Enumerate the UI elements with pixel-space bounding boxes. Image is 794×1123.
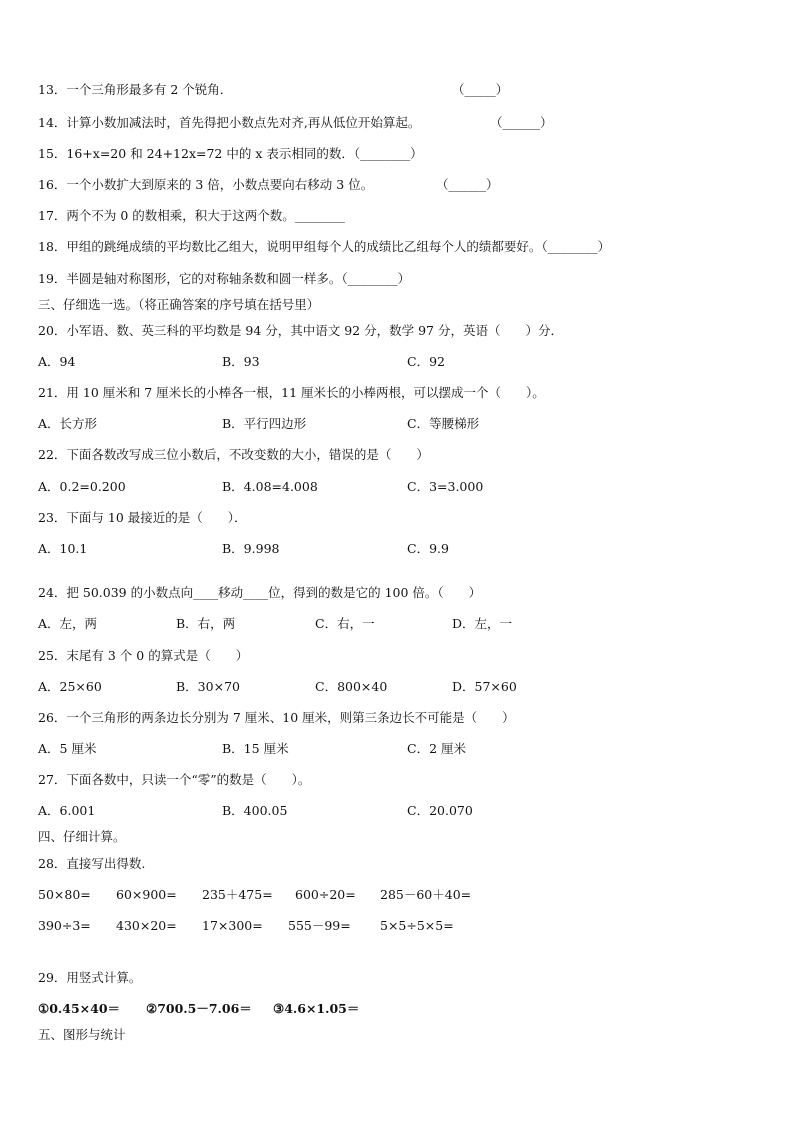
answer-blank-18[interactable]: （________） — [541, 239, 611, 254]
option-20-c[interactable]: C．92 — [407, 354, 445, 369]
option-23-a[interactable]: A．10.1 — [38, 541, 88, 556]
option-25-c[interactable]: C．800×40 — [315, 679, 388, 694]
calc-item: 430×20= — [116, 918, 177, 933]
option-24-a[interactable]: A．左，两 — [38, 616, 98, 631]
question-21: 21．用 10 厘米和 7 厘米长的小棒各一根，11 厘米长的小棒两根，可以摆成一个（ ）。 — [38, 385, 545, 400]
vertical-calc-item: ②700.5－7.06＝ — [146, 1001, 252, 1016]
answer-blank-16[interactable]: （______） — [436, 177, 499, 192]
question-13 — [38, 82, 232, 98]
option-22-b[interactable]: B．4.08=4.008 — [222, 479, 318, 494]
question-text: 计算小数加减法时，首先得把小数点先对齐,再从低位开始算起。 — [66, 115, 421, 130]
calc-item: 285－60＋40= — [380, 887, 472, 902]
question-27: 27．下面各数中，只读一个“零”的数是（ ）。 — [38, 772, 311, 787]
answer-blank-15[interactable]: （________） — [353, 146, 423, 161]
option-26-b[interactable]: B．15 厘米 — [222, 741, 289, 756]
section-heading-5: 五、图形与统计 — [38, 1027, 126, 1042]
question-text: 甲组的跳绳成绩的平均数比乙组大，说明甲组每个人的成绩比乙组每个人的绩都要好。 — [66, 239, 542, 254]
option-24-b[interactable]: B．右，两 — [176, 616, 236, 631]
question-20: 20．小军语、数、英三科的平均数是 94 分，其中语文 92 分，数学 97 分，英语（ ）分． — [38, 323, 563, 338]
calc-item: 60×900= — [116, 887, 177, 902]
question-17 — [38, 208, 345, 224]
option-20-a[interactable]: A．94 — [38, 354, 76, 369]
section-heading-3: 三、仔细选一选。（将正确答案的序号填在括号里） — [38, 297, 320, 312]
question-19 — [38, 271, 410, 287]
question-number: 18． — [38, 239, 67, 254]
question-23: 23．下面与 10 最接近的是（ ）． — [38, 510, 247, 525]
option-23-c[interactable]: C．9.9 — [407, 541, 449, 556]
option-27-a[interactable]: A．6.001 — [38, 803, 96, 818]
option-22-c[interactable]: C．3=3.000 — [407, 479, 484, 494]
option-25-a[interactable]: A．25×60 — [38, 679, 102, 694]
option-20-b[interactable]: B．93 — [222, 354, 260, 369]
question-29: 29．用竖式计算。 — [38, 970, 142, 985]
question-24: 24．把 50.039 的小数点向____移动____位，得到的数是它的 100 倍。（ ） — [38, 585, 482, 600]
calc-item: 5×5÷5×5= — [380, 918, 454, 933]
question-text: 半圆是轴对称图形，它的对称轴条数和圆一样多。 — [66, 271, 342, 286]
option-25-d[interactable]: D．57×60 — [452, 679, 517, 694]
option-27-b[interactable]: B．400.05 — [222, 803, 288, 818]
option-24-c[interactable]: C．右，一 — [315, 616, 375, 631]
question-number: 16． — [38, 177, 67, 192]
section-heading-4: 四、仔细计算。 — [38, 829, 126, 844]
calc-item: 17×300= — [202, 918, 263, 933]
question-25: 25．末尾有 3 个 0 的算式是（ ） — [38, 648, 249, 663]
option-22-a[interactable]: A．0.2=0.200 — [38, 479, 126, 494]
question-text: 两个不为 0 的数相乘，积大于这两个数。 — [66, 208, 295, 223]
option-21-a[interactable]: A．长方形 — [38, 416, 98, 431]
option-27-c[interactable]: C．20.070 — [407, 803, 473, 818]
question-text: 16+x=20 和 24+12x=72 中的 x 表示相同的数． — [66, 146, 354, 161]
question-28: 28．直接写出得数. — [38, 856, 146, 871]
question-number: 19． — [38, 271, 67, 286]
option-21-b[interactable]: B．平行四边形 — [222, 416, 307, 431]
question-16 — [38, 177, 373, 193]
question-26: 26．一个三角形的两条边长分别为 7 厘米、10 厘米，则第三条边长不可能是（ ） — [38, 710, 515, 725]
question-number: 17． — [38, 208, 67, 223]
option-24-d[interactable]: D．左，一 — [452, 616, 513, 631]
question-text: 一个小数扩大到原来的 3 倍，小数点要向右移动 3 位。 — [66, 177, 374, 192]
calc-item: 50×80= — [38, 887, 91, 902]
option-26-a[interactable]: A．5 厘米 — [38, 741, 97, 756]
option-25-b[interactable]: B．30×70 — [176, 679, 240, 694]
option-21-c[interactable]: C．等腰梯形 — [407, 416, 480, 431]
answer-blank-13[interactable]: （_____） — [452, 82, 509, 97]
calc-item: 235＋475= — [202, 887, 273, 902]
question-number: 14． — [38, 115, 67, 130]
option-23-b[interactable]: B．9.998 — [222, 541, 280, 556]
answer-blank-19[interactable]: （________） — [341, 271, 411, 286]
vertical-calc-item: ①0.45×40＝ — [38, 1001, 121, 1016]
question-18 — [38, 239, 610, 255]
answer-blank-14[interactable]: （______） — [490, 115, 553, 130]
question-text: 一个三角形最多有 2 个锐角． — [66, 82, 233, 97]
calc-item: 555－99= — [288, 918, 351, 933]
answer-blank-17[interactable]: ________ — [294, 208, 345, 223]
question-number: 13． — [38, 82, 67, 97]
calc-item: 390÷3= — [38, 918, 91, 933]
question-15 — [38, 146, 423, 162]
question-number: 15． — [38, 146, 67, 161]
vertical-calc-item: ③4.6×1.05＝ — [273, 1001, 360, 1016]
question-14 — [38, 115, 420, 131]
calc-item: 600÷20= — [295, 887, 356, 902]
option-26-c[interactable]: C．2 厘米 — [407, 741, 466, 756]
question-22: 22．下面各数改写成三位小数后，不改变数的大小，错误的是（ ） — [38, 447, 429, 462]
